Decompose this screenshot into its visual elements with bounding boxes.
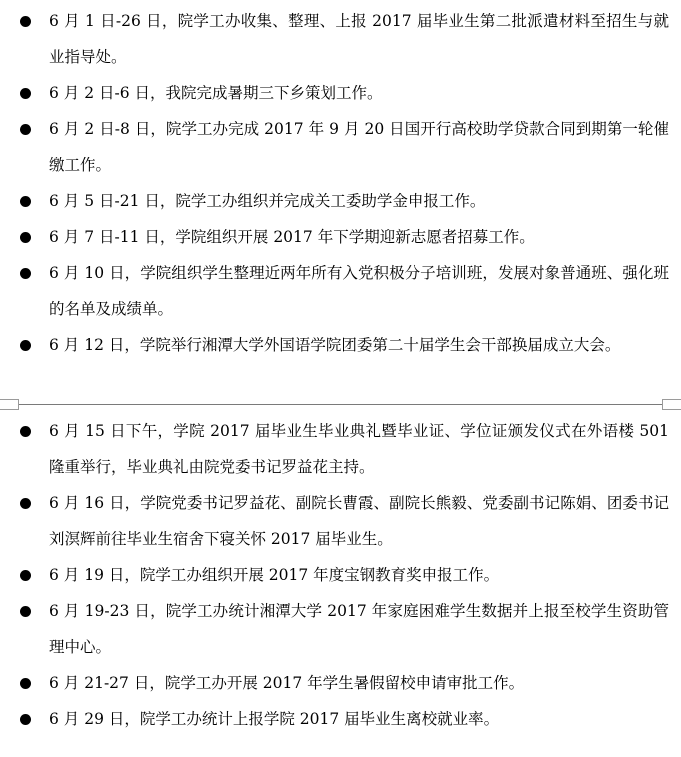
bullet-dot-icon: [20, 196, 31, 207]
list-item-text: 6 月 12 日，学院举行湘潭大学外国语学院团委第二十届学生会干部换届成立大会。: [49, 336, 621, 354]
page-break-marker-left-icon: [0, 399, 19, 410]
bullet-dot-icon: [20, 16, 31, 27]
page-break-separator: [0, 398, 681, 412]
bullet-dot-icon: [20, 426, 31, 437]
bullet-dot-icon: [20, 88, 31, 99]
bullet-dot-icon: [20, 498, 31, 509]
list-item-text: 6 月 15 日下午，学院 2017 届毕业生毕业典礼暨毕业证、学位证颁发仪式在外语楼 501 隆重举行，毕业典礼由院党委书记罗益花主持。: [49, 422, 669, 476]
list-item-text: 6 月 1 日-26 日，院学工办收集、整理、上报 2017 届毕业生第二批派遣材料至招生与就业指导处。: [49, 12, 669, 66]
list-item-text: 6 月 19-23 日，院学工办统计湘潭大学 2017 年家庭困难学生数据并上报至校学生资助管理中心。: [49, 602, 669, 656]
bullet-dot-icon: [20, 714, 31, 725]
list-item-text: 6 月 5 日-21 日，院学工办组织并完成关工委助学金申报工作。: [49, 192, 486, 210]
bullet-dot-icon: [20, 124, 31, 135]
bullet-dot-icon: [20, 606, 31, 617]
page-break-marker-right-icon: [662, 399, 681, 410]
list-item-text: 6 月 19 日，院学工办组织开展 2017 年度宝钢教育奖申报工作。: [49, 566, 500, 584]
list-item-text: 6 月 21-27 日，院学工办开展 2017 年学生暑假留校申请审批工作。: [49, 674, 525, 692]
list-item-text: 6 月 10 日，学院组织学生整理近两年所有入党积极分子培训班，发展对象普通班、强化班的名单及成绩单。: [49, 264, 669, 318]
bullet-dot-icon: [20, 268, 31, 279]
page-break-line: [0, 404, 681, 405]
bullet-dot-icon: [20, 340, 31, 351]
list-item-text: 6 月 2 日-8 日，院学工办完成 2017 年 9 月 20 日国开行高校助学贷款合同到期第一轮催缴工作。: [49, 120, 669, 174]
list-item-text: 6 月 7 日-11 日，学院组织开展 2017 年下学期迎新志愿者招募工作。: [49, 228, 535, 246]
list-item-text: 6 月 16 日，学院党委书记罗益花、副院长曹霞、副院长熊毅、党委副书记陈娟、团委书记刘溟辉前往毕业生宿舍下寝关怀 2017 届毕业生。: [49, 494, 669, 548]
bullet-dot-icon: [20, 232, 31, 243]
list-item-text: 6 月 29 日，院学工办统计上报学院 2017 届毕业生离校就业率。: [49, 710, 500, 728]
list-item-text: 6 月 2 日-6 日，我院完成暑期三下乡策划工作。: [49, 84, 383, 102]
bullet-dot-icon: [20, 678, 31, 689]
bullet-dot-icon: [20, 570, 31, 581]
